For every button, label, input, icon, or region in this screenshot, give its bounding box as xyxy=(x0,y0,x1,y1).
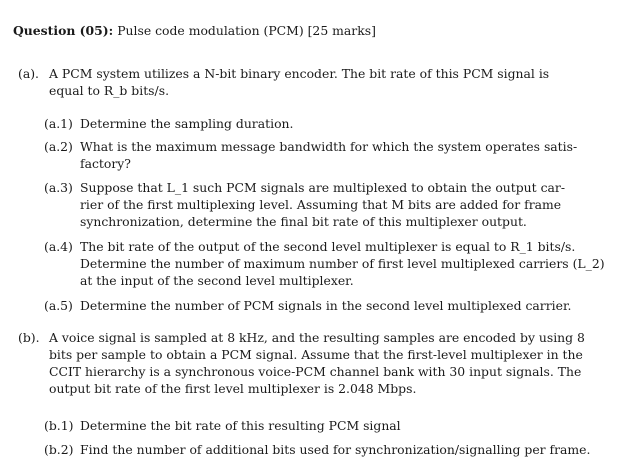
part-a-text xyxy=(49,65,587,99)
part-a-label: (a). xyxy=(18,66,39,81)
question-number: Question (05): xyxy=(13,23,114,38)
part-b-text xyxy=(49,329,587,397)
text-line: The bit rate of the output of the second level multiplexer is equal to R_1 bits/s. xyxy=(80,239,576,254)
text-line: Suppose that L_1 such PCM signals are multiplexed to obtain the output car- xyxy=(80,180,566,195)
subquestion-text xyxy=(80,297,587,314)
text-line: at the input of the second level multiplexer. xyxy=(80,273,354,288)
subquestion-text xyxy=(80,417,587,434)
subquestion-text xyxy=(80,115,587,132)
subquestion-b2 xyxy=(44,441,591,458)
question-title: Pulse code modulation (PCM) [25 marks] xyxy=(117,23,376,38)
subquestion-b1 xyxy=(44,417,587,434)
subquestion-a4 xyxy=(44,238,605,289)
subquestion-label: (a.3) xyxy=(44,180,73,195)
subquestion-text xyxy=(80,179,587,230)
text-line: A voice signal is sampled at 8 kHz, and the resulting samples are encoded by using 8 xyxy=(49,330,585,345)
subquestion-text xyxy=(80,138,587,172)
text-line: What is the maximum message bandwidth for which the system operates satis- xyxy=(80,139,578,154)
part-a-line-1: A PCM system utilizes a N-bit binary encoder. The bit rate of this PCM signal is xyxy=(49,66,550,81)
question-heading xyxy=(13,22,376,39)
subquestion-label: (a.5) xyxy=(44,298,73,313)
subquestion-label: (b.1) xyxy=(44,418,74,433)
part-b-label: (b). xyxy=(18,330,40,345)
text-line: Determine the bit rate of this resulting PCM signal xyxy=(80,418,401,433)
subquestion-label: (a.4) xyxy=(44,239,73,254)
text-line: synchronization, determine the final bit rate of this multiplexer output. xyxy=(80,214,527,229)
text-line: CCIT hierarchy is a synchronous voice-PCM channel bank with 30 input signals. The xyxy=(49,364,582,379)
text-line: output bit rate of the first level multiplexer is 2.048 Mbps. xyxy=(49,381,417,396)
subquestion-label: (a.1) xyxy=(44,116,73,131)
subquestion-label: (b.2) xyxy=(44,442,74,457)
part-a xyxy=(18,65,587,99)
text-line: Find the number of additional bits used for synchronization/signalling per frame. xyxy=(80,442,591,457)
subquestion-a2 xyxy=(44,138,587,172)
text-line: bits per sample to obtain a PCM signal. Assume that the first-level multiplexer in the xyxy=(49,347,583,362)
text-line: rier of the first multiplexing level. Assuming that M bits are added for frame xyxy=(80,197,562,212)
subquestion-text xyxy=(80,441,591,458)
subquestion-a3 xyxy=(44,179,587,230)
text-line: Determine the number of PCM signals in the second level multiplexed carrier. xyxy=(80,298,572,313)
subquestion-a1 xyxy=(44,115,587,132)
part-a-line-2: equal to R_b bits/s. xyxy=(49,83,170,98)
part-b xyxy=(18,329,587,397)
text-line: Determine the sampling duration. xyxy=(80,116,294,131)
subquestion-text xyxy=(80,238,605,289)
subquestion-a5 xyxy=(44,297,587,314)
text-line: Determine the number of maximum number of first level multiplexed carriers (L_2) xyxy=(80,256,605,271)
text-line: factory? xyxy=(80,156,131,171)
subquestion-label: (a.2) xyxy=(44,139,73,154)
